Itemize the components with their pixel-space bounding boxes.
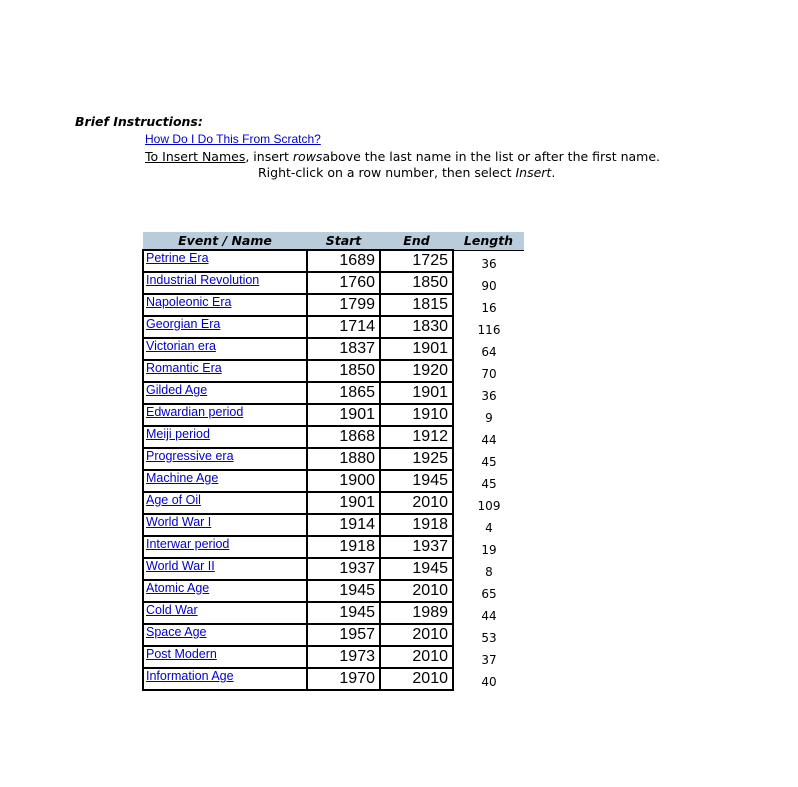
event-name-link[interactable]: Space Age xyxy=(146,625,207,639)
length-cell: 44 xyxy=(481,609,497,623)
end-cell[interactable]: 1901 xyxy=(380,338,453,360)
instructions-heading: Brief Instructions: xyxy=(75,114,203,129)
table-row xyxy=(143,514,524,536)
start-cell[interactable]: 1937 xyxy=(307,558,380,580)
event-name-link[interactable]: Information Age xyxy=(146,669,234,683)
table-row xyxy=(143,360,524,382)
end-cell[interactable]: 1945 xyxy=(380,558,453,580)
event-name-cell[interactable] xyxy=(143,514,307,536)
event-name-link[interactable]: Georgian Era xyxy=(146,317,221,331)
start-cell[interactable]: 1760 xyxy=(307,272,380,294)
right-click-text-b: . xyxy=(551,165,556,180)
end-cell[interactable]: 1918 xyxy=(380,514,453,536)
insert-text-b: above the last name in the list or after the first name. xyxy=(322,149,660,164)
event-name-link[interactable]: Romantic Era xyxy=(146,361,222,375)
table-row xyxy=(143,470,524,492)
event-name-link[interactable]: Interwar period xyxy=(146,537,230,551)
start-cell[interactable]: 1945 xyxy=(307,580,380,602)
event-name-cell[interactable] xyxy=(143,316,307,338)
event-name-link[interactable]: Machine Age xyxy=(146,471,219,485)
length-cell: 70 xyxy=(481,367,497,381)
event-name-cell[interactable] xyxy=(143,382,307,404)
start-cell[interactable]: 1973 xyxy=(307,646,380,668)
start-cell[interactable]: 1945 xyxy=(307,602,380,624)
start-cell[interactable]: 1689 xyxy=(307,250,380,272)
start-cell[interactable]: 1900 xyxy=(307,470,380,492)
length-cell: 45 xyxy=(481,455,497,469)
event-name-link[interactable]: Age of Oil xyxy=(146,493,201,507)
length-cell: 8 xyxy=(485,565,493,579)
how-to-link[interactable]: How Do I Do This From Scratch? xyxy=(145,132,321,146)
event-name-cell[interactable] xyxy=(143,536,307,558)
event-name-cell[interactable] xyxy=(143,580,307,602)
event-name-link[interactable]: Edwardian period xyxy=(146,405,244,419)
table-row xyxy=(143,558,524,580)
end-cell[interactable]: 1937 xyxy=(380,536,453,558)
table-row xyxy=(143,602,524,624)
event-name-cell[interactable] xyxy=(143,602,307,624)
length-cell: 44 xyxy=(481,433,497,447)
length-cell: 19 xyxy=(481,543,497,557)
event-name-cell[interactable] xyxy=(143,558,307,580)
event-name-cell[interactable] xyxy=(143,426,307,448)
end-cell[interactable]: 1815 xyxy=(380,294,453,316)
event-name-link[interactable]: Napoleonic Era xyxy=(146,295,232,309)
length-cell: 53 xyxy=(481,631,497,645)
length-cell: 65 xyxy=(481,587,497,601)
table-row xyxy=(143,448,524,470)
header-length: Length xyxy=(453,232,524,250)
start-cell[interactable]: 1850 xyxy=(307,360,380,382)
length-cell: 64 xyxy=(481,345,497,359)
start-cell[interactable]: 1714 xyxy=(307,316,380,338)
header-end: End xyxy=(380,232,453,250)
table-row xyxy=(143,624,524,646)
length-cell: 40 xyxy=(481,675,497,689)
end-cell[interactable]: 1945 xyxy=(380,470,453,492)
table-row xyxy=(143,668,524,690)
end-cell[interactable]: 1912 xyxy=(380,426,453,448)
event-name-link[interactable]: Cold War xyxy=(146,603,198,617)
start-cell[interactable]: 1868 xyxy=(307,426,380,448)
header-event-name: Event / Name xyxy=(143,232,307,250)
event-name-cell[interactable] xyxy=(143,404,307,426)
start-cell[interactable]: 1901 xyxy=(307,404,380,426)
rows-text: rows xyxy=(292,149,323,164)
event-name-link[interactable]: Industrial Revolution xyxy=(146,273,260,287)
table-row xyxy=(143,250,524,272)
start-cell[interactable]: 1901 xyxy=(307,492,380,514)
end-cell[interactable]: 1920 xyxy=(380,360,453,382)
event-name-cell[interactable] xyxy=(143,470,307,492)
end-cell[interactable]: 2010 xyxy=(380,668,453,690)
event-name-link[interactable]: Gilded Age xyxy=(146,383,208,397)
event-name-cell[interactable] xyxy=(143,448,307,470)
event-name-link[interactable]: Progressive era xyxy=(146,449,234,463)
length-cell: 9 xyxy=(485,411,493,425)
insert-menu-text: Insert xyxy=(515,165,552,180)
end-cell[interactable]: 2010 xyxy=(380,646,453,668)
start-cell[interactable]: 1957 xyxy=(307,624,380,646)
event-name-cell[interactable] xyxy=(143,294,307,316)
header-start: Start xyxy=(307,232,380,250)
event-name-cell[interactable] xyxy=(143,338,307,360)
insert-text-a: , insert xyxy=(245,149,293,164)
end-cell[interactable]: 1830 xyxy=(380,316,453,338)
event-name-link[interactable]: Post Modern xyxy=(146,647,217,661)
start-cell[interactable]: 1837 xyxy=(307,338,380,360)
event-name-cell[interactable] xyxy=(143,250,307,272)
table-row xyxy=(143,294,524,316)
start-cell[interactable]: 1799 xyxy=(307,294,380,316)
table-row xyxy=(143,580,524,602)
event-name-link[interactable]: Petrine Era xyxy=(146,251,209,265)
event-name-cell[interactable] xyxy=(143,646,307,668)
insert-instructions xyxy=(145,149,660,164)
length-cell: 4 xyxy=(485,521,493,535)
event-name-link[interactable]: Victorian era xyxy=(146,339,216,353)
length-cell: 37 xyxy=(481,653,497,667)
end-cell[interactable]: 1725 xyxy=(380,250,453,272)
event-name-link[interactable]: Atomic Age xyxy=(146,581,210,595)
length-cell: 36 xyxy=(481,389,497,403)
insert-names-link[interactable]: To Insert Names xyxy=(145,149,246,164)
right-click-instructions xyxy=(258,165,555,180)
timeline-table xyxy=(142,232,524,691)
start-cell[interactable]: 1914 xyxy=(307,514,380,536)
end-cell[interactable]: 1925 xyxy=(380,448,453,470)
event-name-cell[interactable] xyxy=(143,360,307,382)
end-cell[interactable]: 1901 xyxy=(380,382,453,404)
length-cell: 16 xyxy=(481,301,497,315)
event-name-link[interactable]: Meiji period xyxy=(146,427,210,441)
event-name-cell[interactable] xyxy=(143,668,307,690)
event-name-cell[interactable] xyxy=(143,272,307,294)
start-cell[interactable]: 1880 xyxy=(307,448,380,470)
right-click-text-a: Right-click on a row number, then select xyxy=(258,165,516,180)
table-header-row xyxy=(143,232,524,250)
length-cell: 36 xyxy=(481,257,497,271)
event-name-cell[interactable] xyxy=(143,492,307,514)
length-cell: 90 xyxy=(481,279,497,293)
table-row xyxy=(143,646,524,668)
end-cell[interactable]: 1989 xyxy=(380,602,453,624)
length-cell: 116 xyxy=(477,323,501,337)
end-cell[interactable]: 2010 xyxy=(380,580,453,602)
table-row xyxy=(143,338,524,360)
end-cell[interactable]: 1910 xyxy=(380,404,453,426)
table-row xyxy=(143,382,524,404)
end-cell[interactable]: 2010 xyxy=(380,492,453,514)
table-row xyxy=(143,492,524,514)
start-cell[interactable]: 1970 xyxy=(307,668,380,690)
length-cell: 45 xyxy=(481,477,497,491)
length-cell: 109 xyxy=(477,499,501,513)
table-row xyxy=(143,404,524,426)
end-cell[interactable]: 1850 xyxy=(380,272,453,294)
start-cell[interactable]: 1865 xyxy=(307,382,380,404)
event-name-cell[interactable] xyxy=(143,624,307,646)
event-name-link[interactable]: World War I xyxy=(146,515,212,529)
event-name-link[interactable]: World War II xyxy=(146,559,215,573)
end-cell[interactable]: 2010 xyxy=(380,624,453,646)
start-cell[interactable]: 1918 xyxy=(307,536,380,558)
table-row xyxy=(143,272,524,294)
table-row xyxy=(143,536,524,558)
table-row xyxy=(143,426,524,448)
table-row xyxy=(143,316,524,338)
